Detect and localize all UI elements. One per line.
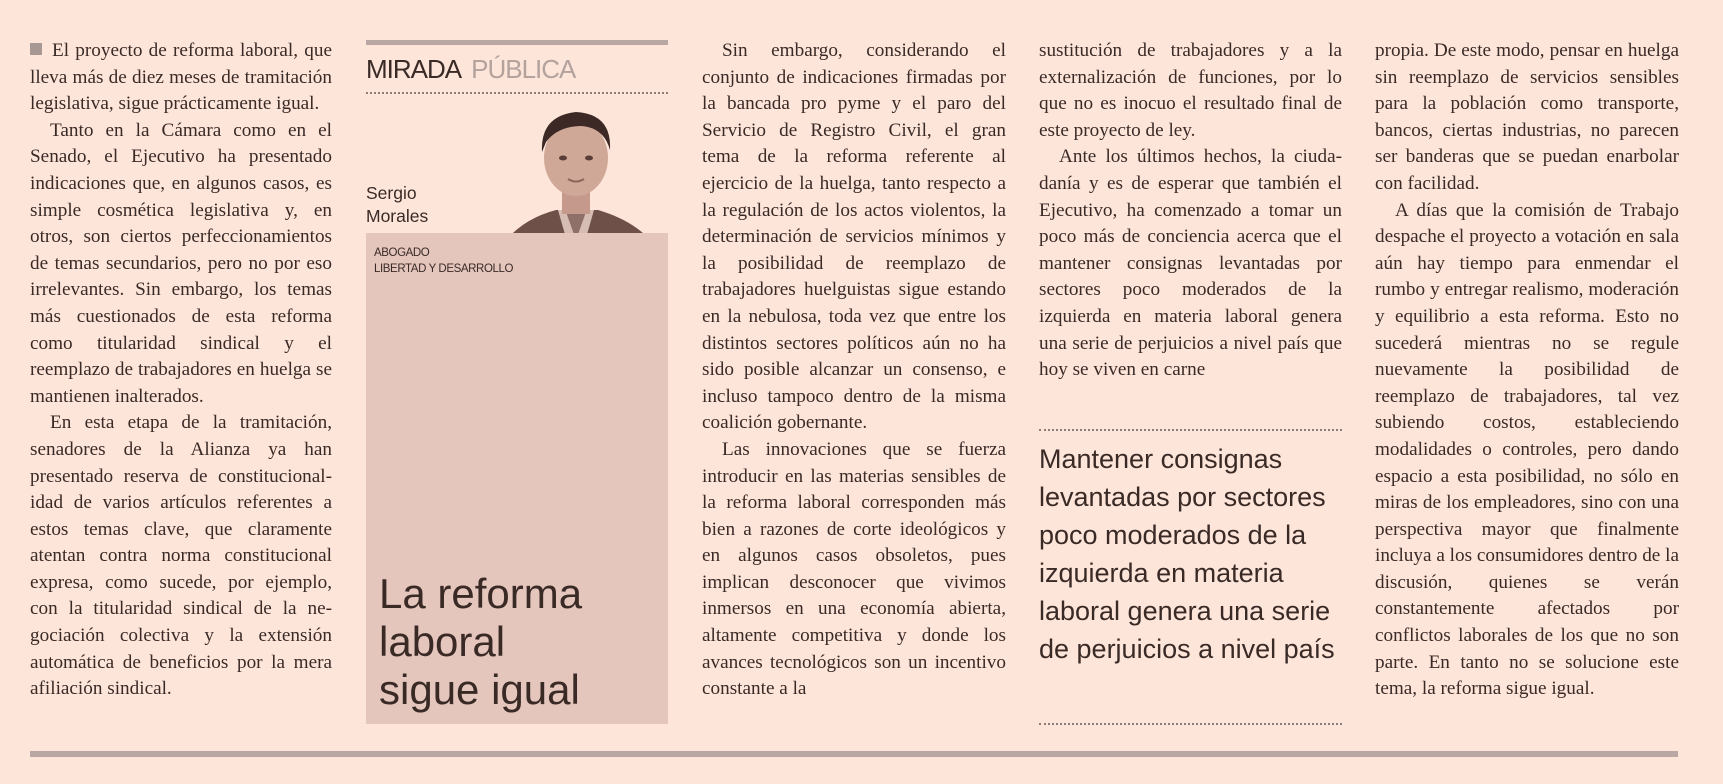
article-paragraph: sustitución de trabajadores y a la externalización de funciones, por lo que no es inocuo el resultado final de este proyecto de ley. bbox=[1039, 40, 1342, 141]
article-headline: La reforma laboral sigue igual bbox=[379, 570, 583, 713]
article-paragraph: El proyecto de reforma laboral, que lleva más de diez meses de tramitación legislativa, sigue prácticamente igual. bbox=[30, 40, 332, 115]
panel-top-rule bbox=[366, 40, 668, 45]
dotted-divider bbox=[1039, 723, 1342, 725]
headline-box bbox=[366, 233, 668, 724]
article-paragraph: Las innovaciones que se fuerza introducir en las materias sensibles de la reforma laboral corresponden más bien a razones de corte ideológicos y en algunos casos obsoletos, pues implican desconocer que vivimos inmersos en una economía abierta, altamente competitiva y donde los avances tecnológicos son un incentivo constante a la bbox=[702, 438, 1006, 700]
pull-quote: Mantener consignas levantadas por sectores poco moderados de la izquierda en materia laboral genera una serie de perjuicios a nivel país bbox=[1039, 444, 1335, 664]
section-label: MIRADA PÚBLICA bbox=[366, 54, 576, 84]
dotted-divider bbox=[1039, 429, 1342, 431]
article-paragraph: propia. De este modo, pensar en huelga sin reemplazo de servicios sensibles para la población como transporte, bancos, ciertas industrias, no parecen ser banderas que se puedan enarbolar con facilidad. bbox=[1375, 40, 1679, 194]
article-paragraph: Sin embargo, considerando el conjunto de indicaciones firmadas por la bancada pro pyme y el paro del Servicio de Registro Civil, el gran tema de la reforma referente al ejercicio de la huelga, tanto respecto a la regulación de los actos violentos, la determinación de servicios mínimos y la posibilidad de reemplazo de trabajadores huelguistas sigue estando en la nebulosa, toda vez que entre los distintos sectores políticos aún no ha sido posible alcanzar un consenso, e incluso tampoco dentro de la misma coalición gobernante. bbox=[702, 40, 1006, 434]
article-paragraph: Tanto en la Cámara como en el Senado, el Ejecutivo ha presentado indicaciones que, en algunos casos, es simple cosmética legislativa y, en otros, son ciertos perfeccionamientos de temas secundarios, pero no por eso irrelevantes. Sin embargo, los temas más cuestionados de esta reforma como titularidad sindical y el reemplazo de trabajadores en huelga se mantienen inalterados. bbox=[30, 119, 332, 407]
author-role: ABOGADO LIBERTAD Y DESARROLLO bbox=[374, 247, 514, 275]
article-paragraph: En esta etapa de la tramitación, senadores de la Alianza ya han presentado reserva de constitucionalidad de varios artículos referentes a estos temas clave, que claramente atentan contra norma constitucional expresa, como sucede, por ejemplo, con la titularidad sindical de la negociación colectiva y la extensión automática de beneficios por la mera afiliación sindical. bbox=[30, 412, 332, 700]
square-bullet-icon bbox=[30, 43, 42, 55]
bottom-rule bbox=[30, 751, 1678, 757]
article-column-3 bbox=[702, 38, 1006, 703]
article-paragraph: Ante los últimos hechos, la ciudadanía y es de esperar que también el Ejecutivo, ha comenzado a tomar un poco más de conciencia acerca que el mantener consignas levantadas por sectores poco moderados de la izquierda en materia laboral genera una serie de perjuicios a nivel país que hoy se viven en carne bbox=[1039, 146, 1342, 381]
article-paragraph: A días que la comisión de Trabajo despache el proyecto a votación en sala aún hay tiempo para enmendar el rumbo y entregar realismo, moderación y equilibrio a esta reforma. Esto no sucederá mientras no se regule nuevamente la posibilidad de reemplazo de trabajadores, tal vez subiendo costos, estableciendo modalidades o controles, pero dando espacio a esta posibilidad, no sólo en miras de los empleadores, sino con una perspectiva mayor que finalmente incluya a los consumidores dentro de la discusión, quienes se verán constantemente afectados por conflictos laborales de los que no son parte. En tanto no se solucione este tema, la reforma sigue igual. bbox=[1375, 199, 1679, 700]
article-column-5 bbox=[1375, 38, 1679, 703]
author-name: Sergio Morales bbox=[366, 183, 429, 226]
article-column-4 bbox=[1039, 38, 1342, 384]
article-column-1 bbox=[30, 38, 332, 703]
column-header-panel bbox=[366, 40, 668, 724]
